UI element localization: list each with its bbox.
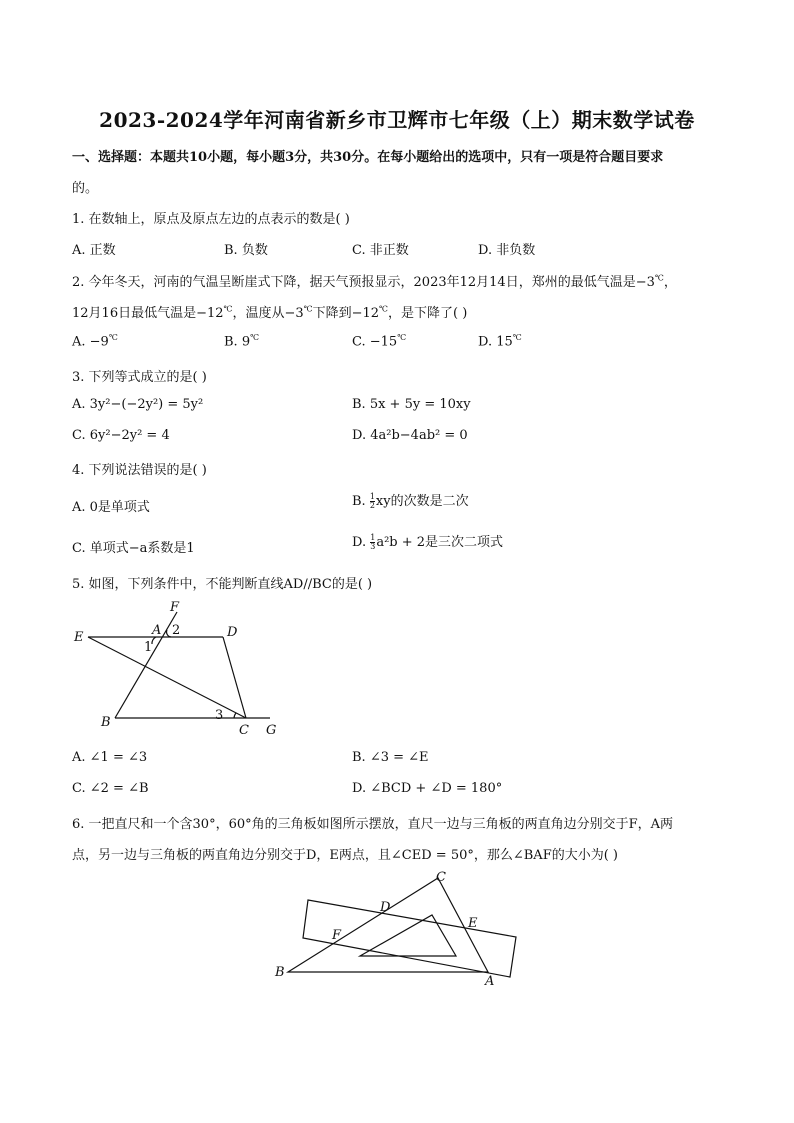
- label-2: 2: [172, 623, 181, 638]
- q5-option-c: C. ∠2 = ∠B: [72, 781, 149, 796]
- celsius-unit: ℃: [397, 333, 407, 342]
- q5-option-d: D. ∠BCD + ∠D = 180°: [352, 781, 503, 796]
- fraction: [370, 493, 375, 510]
- label-c: C: [436, 870, 446, 885]
- q2-stem-b: ，温度从−3: [232, 306, 304, 321]
- set-square-inner: [360, 915, 456, 956]
- q2-stem-a: 12月16日最低气温是−12: [72, 306, 224, 321]
- q2-option-d-text: D. 15: [478, 334, 513, 350]
- q3-stem: 3. 下列等式成立的是( ): [72, 370, 207, 385]
- fraction-numerator: 1: [370, 533, 376, 542]
- label-1: 1: [144, 640, 153, 655]
- angle-2-arc: [167, 630, 171, 637]
- celsius-unit: ℃: [512, 333, 522, 342]
- label-f: F: [170, 600, 180, 615]
- fraction-denominator: 3: [370, 542, 376, 551]
- q5-stem: 5. 如图，下列条件中，不能判断直线AD//BC的是( ): [72, 577, 373, 592]
- angle-1-arc: [152, 637, 156, 644]
- q2-stem-line1-text: 2. 今年冬天，河南的气温呈断崖式下降，据天气预报显示，2023年12月14日，郑州的最低气温是−3: [72, 275, 655, 290]
- line-ec: [88, 637, 246, 718]
- q3-option-a: A. 3y²−(−2y²) = 5y²: [72, 397, 204, 412]
- label-d: D: [380, 900, 391, 915]
- label-e: E: [74, 630, 84, 645]
- q2-stem-c: 下降到−12: [312, 306, 380, 321]
- label-b: B: [101, 715, 111, 730]
- q4-stem: 4. 下列说法错误的是( ): [72, 463, 207, 478]
- celsius-unit: ℃: [654, 273, 664, 283]
- q4-option-a: A. 0是单项式: [72, 500, 150, 515]
- q2-stem-d: ，是下降了( ): [388, 306, 468, 321]
- q4-option-c: C. 单项式−a系数是1: [72, 541, 195, 556]
- celsius-unit: ℃: [250, 333, 260, 342]
- fraction-numerator: 1: [369, 492, 375, 501]
- q6-stem-line1: 6. 一把直尺和一个含30°，60°角的三角板如图所示摆放，直尺一边与三角板的两直角边分别交于F，A两: [72, 817, 674, 832]
- q2-stem-comma: ，: [663, 275, 677, 290]
- q1-stem: 1. 在数轴上，原点及原点左边的点表示的数是( ): [72, 212, 350, 227]
- q2-option-a: [72, 333, 118, 349]
- label-e: E: [468, 916, 478, 931]
- q5-trapezoid-figure: [70, 596, 290, 741]
- label-c: C: [239, 723, 249, 738]
- celsius-unit: ℃: [108, 333, 118, 342]
- q1-option-d: D. 非负数: [478, 243, 536, 258]
- fraction: [370, 534, 375, 551]
- q1-option-b: B. 负数: [224, 243, 268, 258]
- q4-option-b-prefix: B.: [352, 494, 366, 509]
- q1-option-c: C. 非正数: [352, 243, 409, 258]
- label-3: 3: [215, 708, 224, 723]
- label-b: B: [275, 965, 285, 980]
- q2-option-a-text: A. −9: [72, 334, 109, 350]
- q1-option-a: A. 正数: [72, 243, 116, 258]
- q5-option-a: A. ∠1 = ∠3: [72, 750, 148, 765]
- angle-3-arc: [234, 713, 236, 718]
- label-a: A: [152, 623, 162, 638]
- page-title: 2023-2024学年河南省新乡市卫辉市七年级（上）期末数学试卷: [99, 108, 695, 132]
- label-a: A: [485, 974, 495, 989]
- q2-option-c: [352, 333, 406, 349]
- q5-option-b: B. ∠3 = ∠E: [352, 750, 429, 765]
- q4-option-b-text: xy的次数是二次: [375, 494, 469, 509]
- q3-option-d: D. 4a²b−4ab² = 0: [352, 428, 468, 443]
- q6-stem-line2: 点，另一边与三角板的两直角边分别交于D，E两点，且∠CED = 50°，那么∠BAF的大小为( ): [72, 848, 618, 863]
- q2-option-b: [224, 333, 259, 349]
- set-square-outer: [288, 878, 488, 972]
- q3-option-c: C. 6y²−2y² = 4: [72, 428, 170, 443]
- fraction-denominator: 2: [369, 501, 375, 510]
- section-heading: 一、选择题：本题共10小题，每小题3分，共30分。在每小题给出的选项中，只有一项是符合题目要求: [72, 150, 664, 165]
- q2-stem-line1: [72, 271, 677, 290]
- label-f: F: [332, 928, 342, 943]
- celsius-unit: ℃: [303, 304, 313, 314]
- q6-ruler-triangle-figure: [270, 866, 530, 991]
- celsius-unit: ℃: [379, 304, 388, 314]
- q3-option-b: B. 5x + 5y = 10xy: [352, 397, 471, 412]
- q2-stem-line2: [72, 302, 467, 321]
- q2-option-d: [478, 333, 522, 349]
- q2-option-b-text: B. 9: [224, 334, 251, 350]
- section-heading-cont: 的。: [72, 181, 99, 196]
- label-d: D: [227, 625, 238, 640]
- q4-option-b: [352, 490, 469, 510]
- q2-option-c-text: C. −15: [352, 334, 398, 350]
- line-dc: [223, 637, 246, 718]
- q4-option-d-prefix: D.: [352, 535, 367, 550]
- q4-option-d-text: a²b + 2是三次二项式: [376, 535, 504, 550]
- label-g: G: [266, 723, 277, 738]
- q4-option-d: [352, 531, 503, 551]
- line-bf: [115, 612, 177, 718]
- celsius-unit: ℃: [223, 304, 233, 314]
